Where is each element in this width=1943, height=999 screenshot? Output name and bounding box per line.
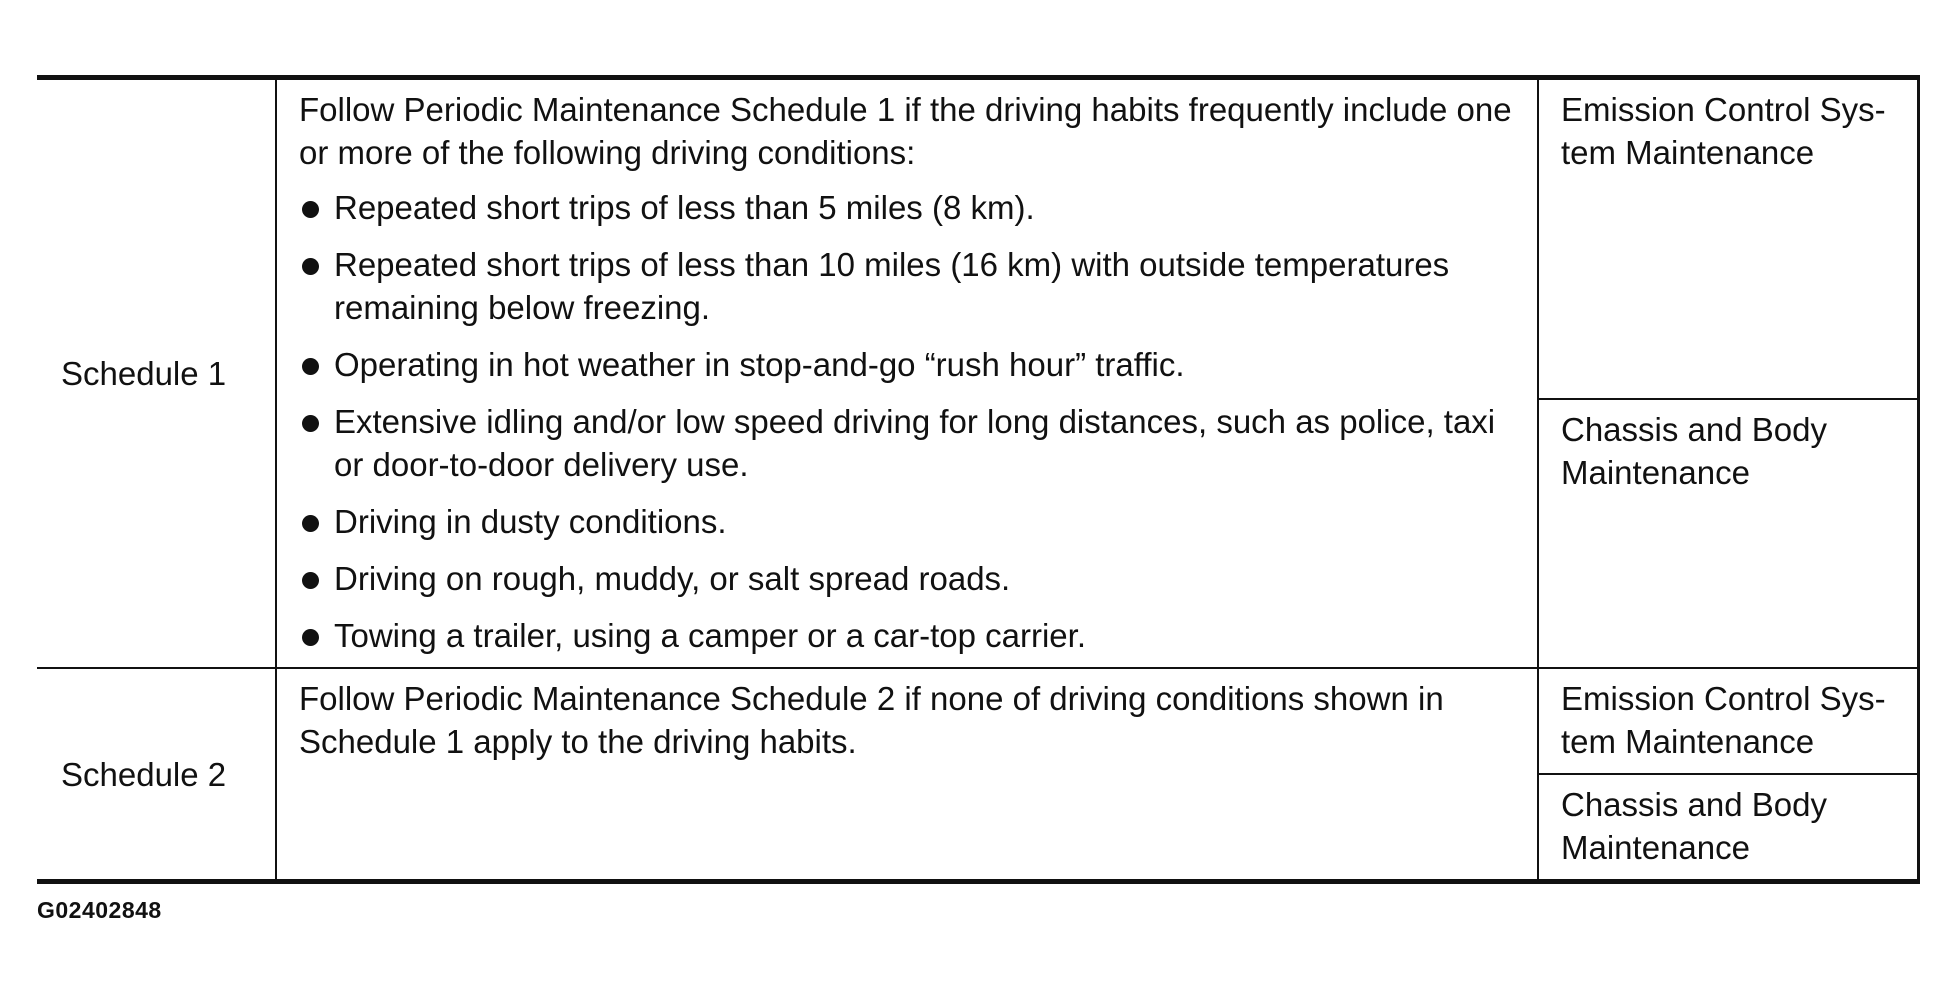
figure-id: G02402848 [37,897,162,923]
schedule-1-row [37,78,1918,400]
schedule-2-emission-category: Emission Control Sys-tem Maintenance [1538,668,1918,774]
driving-condition-item: Repeated short trips of less than 5 miles (8 km). [299,186,1519,229]
schedule-2-row [37,668,1918,774]
maintenance-schedule-table [37,75,1920,884]
driving-conditions-list [299,186,1519,657]
driving-condition-item: Driving in dusty conditions. [299,500,1519,543]
schedule-2-label: Schedule 2 [37,668,276,882]
schedule-2-description: Follow Periodic Maintenance Schedule 2 if none of driving conditions shown in Schedule 1 apply to the driving habits. [276,668,1538,882]
driving-condition-item: Operating in hot weather in stop-and-go “rush hour” traffic. [299,343,1519,386]
driving-condition-item: Driving on rough, muddy, or salt spread roads. [299,557,1519,600]
schedule-1-label: Schedule 1 [37,78,276,669]
driving-condition-item: Extensive idling and/or low speed driving for long distances, such as police, taxi or door-to-door delivery use. [299,400,1519,486]
schedule-1-description [276,78,1538,669]
driving-condition-item: Repeated short trips of less than 10 miles (16 km) with outside temperatures remaining below freezing. [299,243,1519,329]
schedule-1-emission-category: Emission Control Sys-tem Maintenance [1538,78,1918,400]
maintenance-schedule-table-wrapper [37,75,1918,884]
schedule-1-intro: Follow Periodic Maintenance Schedule 1 if the driving habits frequently include one or more of the following driving conditions: [299,91,1512,171]
schedule-1-chassis-category: Chassis and Body Maintenance [1538,399,1918,668]
schedule-2-chassis-category: Chassis and Body Maintenance [1538,774,1918,882]
driving-condition-item: Towing a trailer, using a camper or a car-top carrier. [299,614,1519,657]
